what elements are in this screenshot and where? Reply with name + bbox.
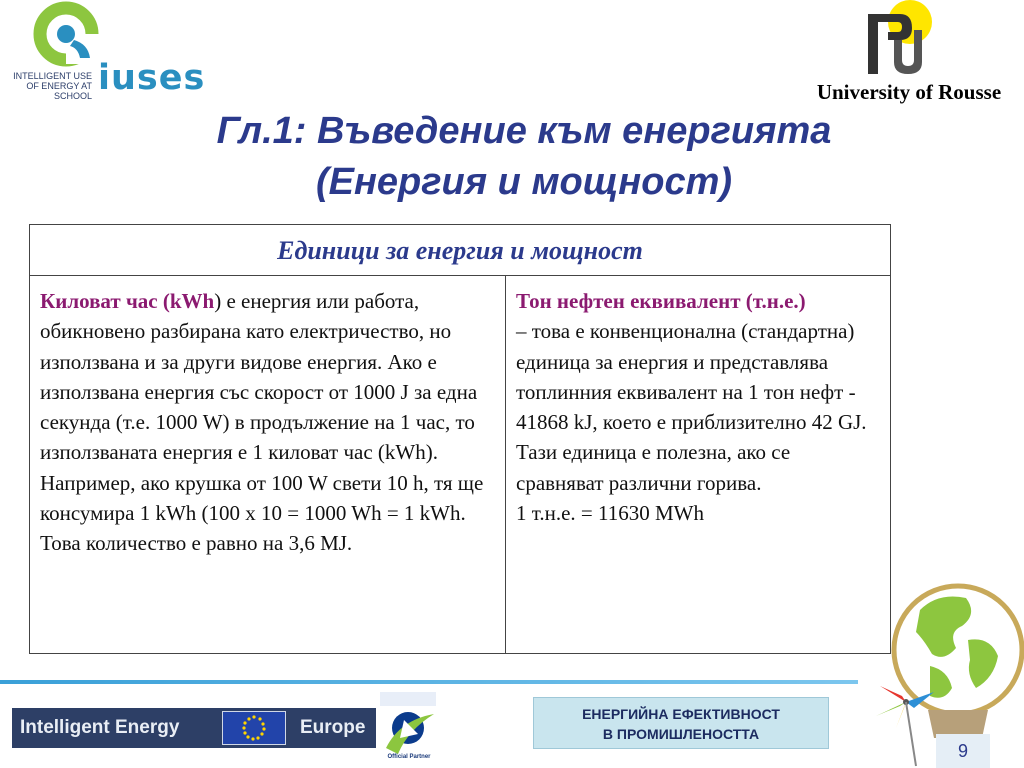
kwh-term: Киловат час (kWh <box>40 289 215 313</box>
slide-title-line2: (Енергия и мощност) <box>315 161 733 203</box>
footer-divider <box>0 680 858 684</box>
iuses-logo-subtitle <box>6 71 92 101</box>
kwh-term-suffix: ) <box>214 289 222 313</box>
energy-efficiency-box <box>533 697 829 749</box>
toe-description: – това е конвенционална (стандартна) единица за енергия и представлява топлинния еквивалент на 1 тон нефт - 41868 kJ, което е приблизително 42 GJ. Тази единица е полезна, ако се сравняват различни горива. <box>516 319 867 495</box>
toe-term: Тон нефтен еквивалент (т.н.е.) <box>516 289 806 313</box>
iuses-subtitle-line2: OF ENERGY AT SCHOOL <box>26 81 92 101</box>
kwh-description: е енергия или работа, обикновено разбирана като електричество, но използвана и за други видове енергия. Ако е използвана енергия със скорост от 1000 J за една секунда (т.е. 1000 W) в продължение на 1 час, то използваната енергия е 1 киловат час (kWh). <box>40 289 478 465</box>
university-name: University of Rousse <box>816 80 1002 104</box>
efficiency-line1: ЕНЕРГИЙНА ЕФЕКТИВНОСТ <box>582 706 780 722</box>
iuses-subtitle-line1: INTELLIGENT USE <box>13 71 92 81</box>
slide-title-line1: Гл.1: Въведение към енергията <box>216 110 832 152</box>
partner-label: Official Partner <box>387 754 431 760</box>
table-header: Единици за енергия и мощност <box>30 225 890 276</box>
iuses-logo <box>0 0 230 100</box>
ie-banner-right-text: Europe <box>300 717 366 738</box>
intelligent-energy-europe-banner <box>12 708 376 748</box>
slide-title <box>100 106 948 208</box>
energy-units-table <box>29 224 891 654</box>
kwh-example: Например, ако крушка от 100 W свети 10 h, тя ще консумира 1 kWh (100 x 10 = 1000 Wh = 1 kWh. Това количество е равно на 3,6 MJ. <box>40 470 484 556</box>
eu-flag-icon <box>222 711 286 745</box>
table-body <box>30 276 890 653</box>
toe-formula: 1 т.н.е. = 11630 MWh <box>516 501 704 526</box>
ie-banner-left-text: Intelligent Energy <box>20 717 180 738</box>
iuses-logo-text: iuses <box>98 58 206 98</box>
kwh-cell <box>30 276 506 653</box>
page-number: 9 <box>936 734 990 768</box>
efficiency-line2: В ПРОМИШЛЕНОСТТА <box>602 726 760 742</box>
university-rousse-logo-icon <box>860 0 940 80</box>
toe-cell <box>506 276 890 653</box>
